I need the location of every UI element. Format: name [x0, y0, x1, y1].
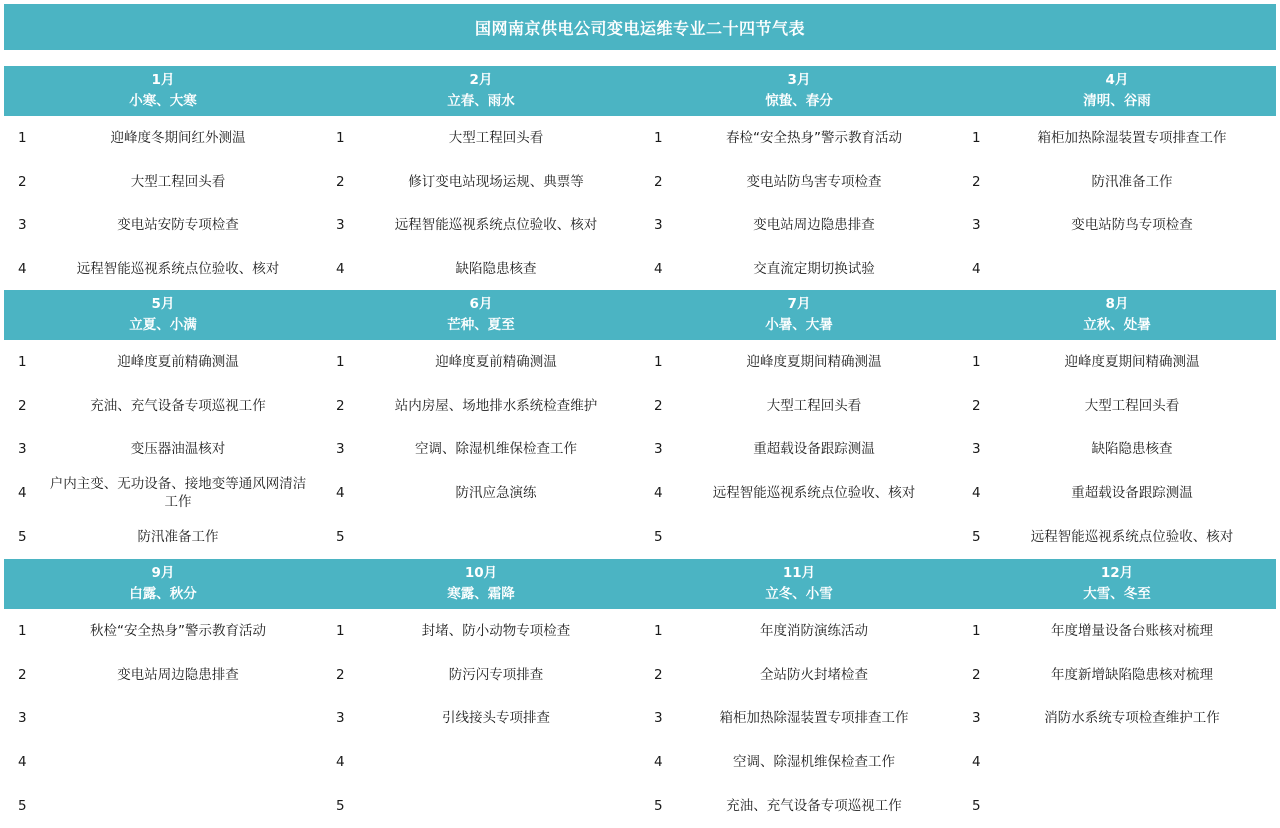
- row-number: 2: [336, 666, 345, 683]
- month-label: 2月: [469, 72, 493, 88]
- month-header: [640, 290, 958, 340]
- task-text: 迎峰度夏前精确测温: [435, 353, 557, 370]
- month-task-column: [322, 116, 640, 291]
- task-row: [4, 515, 322, 559]
- task-grid: [4, 116, 1276, 291]
- task-row: [322, 471, 640, 515]
- task-row: [4, 160, 322, 204]
- month-label: 8月: [1105, 296, 1129, 312]
- row-number: 2: [654, 173, 663, 190]
- row-number: 1: [336, 622, 345, 639]
- month-header: [4, 559, 322, 609]
- row-number: 3: [18, 710, 27, 727]
- row-number: 3: [336, 217, 345, 234]
- row-number: 3: [654, 217, 663, 234]
- task-text: 充油、充气设备专项巡视工作: [726, 797, 902, 814]
- month-task-column: [640, 609, 958, 828]
- task-row: [958, 653, 1276, 697]
- row-number: 5: [336, 528, 345, 545]
- task-row: [958, 428, 1276, 472]
- task-text: 重超载设备跟踪测温: [753, 441, 875, 458]
- task-text: 消防水系统专项检查维护工作: [1044, 710, 1220, 727]
- task-text: 防汛应急演练: [455, 485, 537, 502]
- task-row: [322, 384, 640, 428]
- month-header: [4, 66, 322, 116]
- solar-terms-label: 惊蛰、春分: [765, 93, 833, 109]
- task-text: [998, 784, 1266, 828]
- month-label: 3月: [787, 72, 811, 88]
- task-text: 重超载设备跟踪测温: [1071, 485, 1193, 502]
- task-row: [958, 697, 1276, 741]
- task-row: [4, 204, 322, 248]
- row-number: 4: [654, 754, 663, 771]
- task-row: [958, 784, 1276, 828]
- task-text: 变电站安防专项检查: [117, 217, 239, 234]
- quarter-block: [4, 559, 1276, 828]
- task-text: 引线接头专项排查: [442, 710, 550, 727]
- row-number: 2: [18, 666, 27, 683]
- task-text: 缺陷隐患核查: [455, 261, 537, 278]
- task-text: 迎峰度夏期间精确测温: [1064, 353, 1200, 370]
- task-text: 变电站防鸟专项检查: [1071, 217, 1193, 234]
- row-number: 1: [336, 129, 345, 146]
- task-row: [4, 247, 322, 291]
- task-row: [640, 740, 958, 784]
- row-number: 1: [654, 622, 663, 639]
- task-row: [4, 784, 322, 828]
- month-header: [958, 66, 1276, 116]
- task-text: 交直流定期切换试验: [753, 261, 875, 278]
- task-row: [640, 160, 958, 204]
- solar-terms-label: 小暑、大暑: [765, 317, 833, 333]
- task-text: 站内房屋、场地排水系统检查维护: [394, 397, 598, 414]
- month-header-row: [4, 66, 1276, 116]
- month-task-column: [640, 116, 958, 291]
- row-number: 3: [972, 710, 981, 727]
- task-row: [322, 116, 640, 160]
- task-row: [958, 116, 1276, 160]
- row-number: 5: [654, 797, 663, 814]
- solar-terms-label: 寒露、霜降: [447, 586, 515, 602]
- month-header: [4, 290, 322, 340]
- task-row: [322, 697, 640, 741]
- task-row: [322, 204, 640, 248]
- month-label: 4月: [1105, 72, 1129, 88]
- month-header: [322, 559, 640, 609]
- task-row: [958, 609, 1276, 653]
- quarter-block: [4, 290, 1276, 559]
- row-number: 4: [654, 261, 663, 278]
- solar-terms-label: 清明、谷雨: [1083, 93, 1151, 109]
- month-task-column: [322, 609, 640, 828]
- task-text: [44, 740, 312, 784]
- task-row: [322, 428, 640, 472]
- task-text: [44, 784, 312, 828]
- month-header: [640, 66, 958, 116]
- month-header: [958, 290, 1276, 340]
- task-text: 变电站防鸟害专项检查: [746, 173, 882, 190]
- month-task-column: [958, 609, 1276, 828]
- month-task-column: [4, 116, 322, 291]
- row-number: 5: [18, 797, 27, 814]
- task-text: [362, 740, 630, 784]
- task-text: 箱柜加热除湿装置专项排查工作: [1037, 129, 1227, 146]
- month-label: 6月: [469, 296, 493, 312]
- row-number: 2: [18, 397, 27, 414]
- task-text: [998, 740, 1266, 784]
- task-row: [322, 609, 640, 653]
- month-header-row: [4, 290, 1276, 340]
- task-row: [4, 740, 322, 784]
- row-number: 2: [972, 173, 981, 190]
- task-row: [640, 384, 958, 428]
- solar-terms-label: 小寒、大寒: [129, 93, 197, 109]
- row-number: 4: [972, 261, 981, 278]
- task-text: 箱柜加热除湿装置专项排查工作: [719, 710, 909, 727]
- task-row: [640, 784, 958, 828]
- month-task-column: [958, 340, 1276, 559]
- month-label: 11月: [782, 565, 816, 581]
- solar-terms-label: 立春、雨水: [447, 93, 515, 109]
- task-row: [958, 160, 1276, 204]
- task-row: [958, 340, 1276, 384]
- task-row: [640, 204, 958, 248]
- row-number: 1: [18, 622, 27, 639]
- task-row: [958, 740, 1276, 784]
- row-number: 4: [18, 485, 27, 502]
- row-number: 5: [972, 528, 981, 545]
- row-number: 2: [336, 173, 345, 190]
- task-text: 防污闪专项排查: [448, 666, 544, 683]
- task-text: 春检“安全热身”警示教育活动: [726, 129, 902, 146]
- task-row: [640, 247, 958, 291]
- row-number: 3: [336, 441, 345, 458]
- task-text: 空调、除湿机维保检查工作: [733, 754, 895, 771]
- task-row: [640, 609, 958, 653]
- task-row: [640, 340, 958, 384]
- task-text: 充油、充气设备专项巡视工作: [90, 397, 266, 414]
- task-text: 变电站周边隐患排查: [753, 217, 875, 234]
- row-number: 2: [972, 397, 981, 414]
- task-text: 迎峰度夏期间精确测温: [746, 353, 882, 370]
- month-task-column: [640, 340, 958, 559]
- row-number: 4: [972, 754, 981, 771]
- solar-terms-label: 大雪、冬至: [1083, 586, 1151, 602]
- row-number: 4: [336, 485, 345, 502]
- task-text: 封堵、防小动物专项检查: [421, 622, 571, 639]
- task-row: [322, 247, 640, 291]
- task-row: [322, 740, 640, 784]
- row-number: 4: [336, 754, 345, 771]
- task-text: 远程智能巡视系统点位验收、核对: [1030, 528, 1234, 545]
- task-row: [958, 247, 1276, 291]
- row-number: 3: [654, 441, 663, 458]
- task-text: 变压器油温核对: [130, 441, 226, 458]
- task-text: 年度消防演练活动: [760, 622, 868, 639]
- row-number: 2: [972, 666, 981, 683]
- task-text: 大型工程回头看: [448, 129, 544, 146]
- month-header: [640, 559, 958, 609]
- task-row: [4, 471, 322, 515]
- task-row: [322, 515, 640, 559]
- row-number: 1: [18, 129, 27, 146]
- task-row: [958, 384, 1276, 428]
- task-row: [322, 784, 640, 828]
- task-row: [958, 204, 1276, 248]
- row-number: 3: [18, 441, 27, 458]
- row-number: 3: [336, 710, 345, 727]
- month-task-column: [4, 340, 322, 559]
- task-row: [640, 515, 958, 559]
- row-number: 3: [654, 710, 663, 727]
- row-number: 4: [654, 485, 663, 502]
- task-text: 大型工程回头看: [1084, 397, 1180, 414]
- month-label: 1月: [151, 72, 175, 88]
- row-number: 4: [18, 754, 27, 771]
- task-grid: [4, 340, 1276, 559]
- task-text: 防汛准备工作: [137, 528, 219, 545]
- solar-terms-label: 立秋、处暑: [1083, 317, 1151, 333]
- row-number: 1: [654, 353, 663, 370]
- task-row: [640, 653, 958, 697]
- task-text: 远程智能巡视系统点位验收、核对: [712, 485, 916, 502]
- month-label: 5月: [151, 296, 175, 312]
- row-number: 3: [18, 217, 27, 234]
- task-row: [640, 428, 958, 472]
- solar-terms-label: 立冬、小雪: [765, 586, 833, 602]
- task-text: 秋检“安全热身”警示教育活动: [90, 622, 266, 639]
- month-header: [958, 559, 1276, 609]
- row-number: 1: [972, 129, 981, 146]
- month-header: [322, 66, 640, 116]
- task-grid: [4, 609, 1276, 828]
- task-text: [680, 515, 948, 559]
- task-row: [4, 609, 322, 653]
- month-task-column: [4, 609, 322, 828]
- row-number: 4: [336, 261, 345, 278]
- solar-terms-label: 白露、秋分: [129, 586, 197, 602]
- row-number: 1: [972, 622, 981, 639]
- task-row: [640, 116, 958, 160]
- task-text: 大型工程回头看: [130, 173, 226, 190]
- task-row: [4, 384, 322, 428]
- task-text: 防汛准备工作: [1091, 173, 1173, 190]
- month-label: 12月: [1100, 565, 1134, 581]
- row-number: 2: [654, 397, 663, 414]
- task-row: [640, 471, 958, 515]
- task-row: [4, 116, 322, 160]
- quarter-block: [4, 66, 1276, 291]
- task-row: [322, 160, 640, 204]
- row-number: 5: [654, 528, 663, 545]
- solar-terms-label: 芒种、夏至: [447, 317, 515, 333]
- task-text: 迎峰度冬期间红外测温: [110, 129, 246, 146]
- task-row: [4, 697, 322, 741]
- task-text: 变电站周边隐患排查: [117, 666, 239, 683]
- task-text: 户内主变、无功设备、接地变等通风网清洁工作: [49, 476, 307, 511]
- month-task-column: [322, 340, 640, 559]
- task-text: 远程智能巡视系统点位验收、核对: [394, 217, 598, 234]
- task-text: 年度新增缺陷隐患核对梳理: [1051, 666, 1213, 683]
- task-row: [322, 340, 640, 384]
- month-header: [322, 290, 640, 340]
- row-number: 1: [336, 353, 345, 370]
- row-number: 5: [336, 797, 345, 814]
- task-text: [362, 784, 630, 828]
- row-number: 2: [654, 666, 663, 683]
- row-number: 2: [18, 173, 27, 190]
- solar-terms-label: 立夏、小满: [129, 317, 197, 333]
- month-label: 10月: [464, 565, 498, 581]
- month-label: 7月: [787, 296, 811, 312]
- task-row: [958, 515, 1276, 559]
- row-number: 5: [972, 797, 981, 814]
- task-text: 缺陷隐患核查: [1091, 441, 1173, 458]
- task-row: [958, 471, 1276, 515]
- row-number: 3: [972, 217, 981, 234]
- month-task-column: [958, 116, 1276, 291]
- row-number: 4: [972, 485, 981, 502]
- task-row: [4, 428, 322, 472]
- task-text: [362, 515, 630, 559]
- row-number: 1: [972, 353, 981, 370]
- task-text: 迎峰度夏前精确测温: [117, 353, 239, 370]
- task-text: 全站防火封堵检查: [760, 666, 868, 683]
- row-number: 1: [18, 353, 27, 370]
- task-row: [322, 653, 640, 697]
- task-text: [998, 247, 1266, 291]
- task-text: 年度增量设备台账核对梳理: [1051, 622, 1213, 639]
- task-text: 远程智能巡视系统点位验收、核对: [76, 261, 280, 278]
- row-number: 3: [972, 441, 981, 458]
- row-number: 2: [336, 397, 345, 414]
- row-number: 1: [654, 129, 663, 146]
- row-number: 5: [18, 528, 27, 545]
- task-text: [44, 697, 312, 741]
- task-text: 空调、除湿机维保检查工作: [415, 441, 577, 458]
- task-row: [640, 697, 958, 741]
- row-number: 4: [18, 261, 27, 278]
- month-header-row: [4, 559, 1276, 609]
- task-row: [4, 653, 322, 697]
- month-label: 9月: [151, 565, 175, 581]
- page-title: 国网南京供电公司变电运维专业二十四节气表: [4, 4, 1276, 50]
- task-text: 修订变电站现场运规、典票等: [408, 173, 584, 190]
- task-text: 大型工程回头看: [766, 397, 862, 414]
- task-row: [4, 340, 322, 384]
